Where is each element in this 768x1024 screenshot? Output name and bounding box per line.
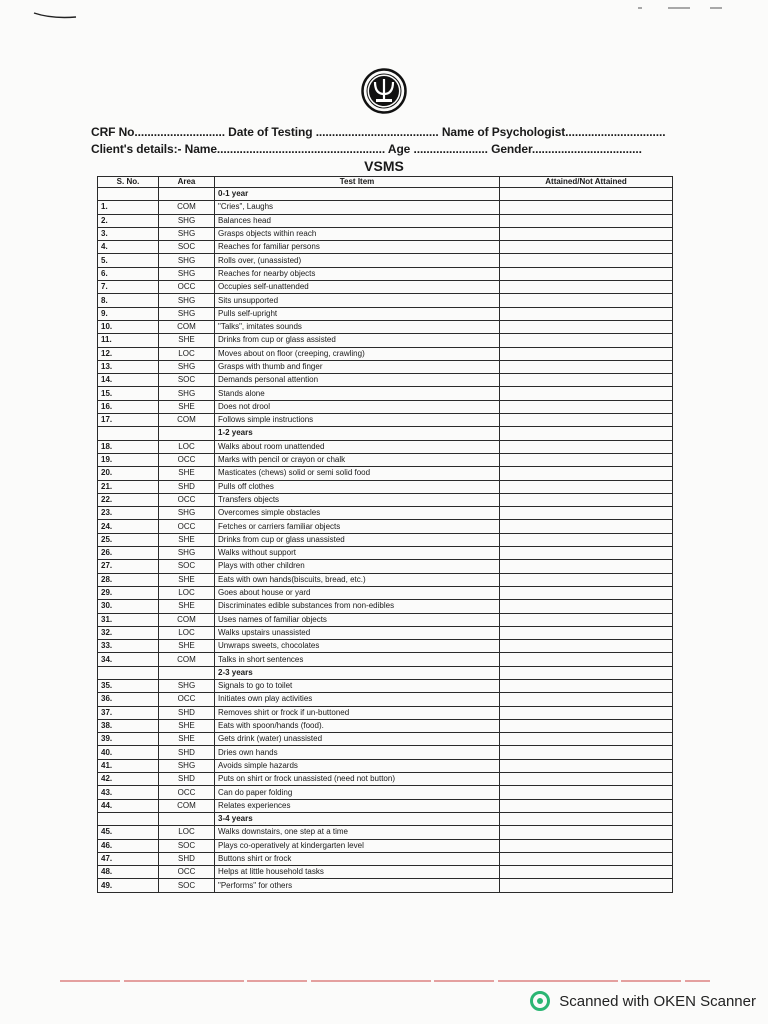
test-item-cell: Puts on shirt or frock unassisted (need not button) [215, 773, 500, 786]
area-cell: SHE [159, 733, 215, 746]
attained-cell[interactable] [500, 560, 673, 573]
sno-cell [98, 427, 159, 440]
table-row [98, 706, 673, 719]
sno-cell: 26. [98, 547, 159, 560]
attained-cell[interactable] [500, 586, 673, 599]
area-cell: SHG [159, 254, 215, 267]
attained-cell[interactable] [500, 214, 673, 227]
area-cell: SHE [159, 467, 215, 480]
area-cell: SHG [159, 387, 215, 400]
attained-cell[interactable] [500, 640, 673, 653]
area-cell: OCC [159, 453, 215, 466]
test-item-cell: Talks in short sentences [215, 653, 500, 666]
age-group-label: 2-3 years [215, 666, 500, 679]
area-cell: SHD [159, 852, 215, 865]
area-cell: SOC [159, 241, 215, 254]
area-cell: SOC [159, 839, 215, 852]
table-row [98, 294, 673, 307]
area-cell: SHE [159, 640, 215, 653]
sno-cell: 19. [98, 453, 159, 466]
age-group-row [98, 666, 673, 679]
sno-cell: 46. [98, 839, 159, 852]
table-row [98, 201, 673, 214]
attained-cell[interactable] [500, 547, 673, 560]
attained-cell[interactable] [500, 227, 673, 240]
column-header-sno: S. No. [98, 177, 159, 188]
page-title: VSMS [364, 158, 404, 174]
table-header-row [98, 177, 673, 188]
test-item-cell: Relates experiences [215, 799, 500, 812]
test-item-cell: Balances head [215, 214, 500, 227]
attained-cell[interactable] [500, 866, 673, 879]
form-header [91, 124, 691, 158]
area-cell: SHE [159, 400, 215, 413]
sno-cell: 43. [98, 786, 159, 799]
area-cell: SHD [159, 480, 215, 493]
sno-cell: 20. [98, 467, 159, 480]
sno-cell [98, 812, 159, 825]
area-cell: SOC [159, 879, 215, 892]
sno-cell: 45. [98, 826, 159, 839]
sno-cell: 49. [98, 879, 159, 892]
test-item-cell: Walks downstairs, one step at a time [215, 826, 500, 839]
attained-cell[interactable] [500, 201, 673, 214]
area-cell: LOC [159, 347, 215, 360]
table-row [98, 786, 673, 799]
area-cell: LOC [159, 586, 215, 599]
attained-cell[interactable] [500, 400, 673, 413]
sno-cell: 3. [98, 227, 159, 240]
attained-cell[interactable] [500, 334, 673, 347]
attained-cell[interactable] [500, 347, 673, 360]
sno-cell: 27. [98, 560, 159, 573]
area-cell: SOC [159, 560, 215, 573]
sno-cell: 30. [98, 600, 159, 613]
test-item-cell: Stands alone [215, 387, 500, 400]
area-cell: SHE [159, 334, 215, 347]
area-cell: SHG [159, 360, 215, 373]
attained-cell[interactable] [500, 613, 673, 626]
table-row [98, 879, 673, 892]
table-row [98, 533, 673, 546]
attained-cell[interactable] [500, 653, 673, 666]
sno-cell: 15. [98, 387, 159, 400]
test-item-cell: Discriminates edible substances from non-edibles [215, 600, 500, 613]
vsms-table [97, 176, 673, 893]
sno-cell: 13. [98, 360, 159, 373]
sno-cell: 4. [98, 241, 159, 254]
table-row [98, 267, 673, 280]
sno-cell: 7. [98, 281, 159, 294]
age-group-label: 3-4 years [215, 812, 500, 825]
table-row [98, 241, 673, 254]
sno-cell: 25. [98, 533, 159, 546]
sno-cell: 41. [98, 759, 159, 772]
area-cell: OCC [159, 786, 215, 799]
sno-cell: 28. [98, 573, 159, 586]
attained-cell[interactable] [500, 679, 673, 692]
test-item-cell: Moves about on floor (creeping, crawling) [215, 347, 500, 360]
attained-cell[interactable] [500, 453, 673, 466]
table-row [98, 320, 673, 333]
test-item-cell: "Performs" for others [215, 879, 500, 892]
area-cell: SOC [159, 374, 215, 387]
attained-cell [500, 427, 673, 440]
area-cell: SHG [159, 227, 215, 240]
sno-cell: 1. [98, 201, 159, 214]
sno-cell: 48. [98, 866, 159, 879]
test-item-cell: Does not drool [215, 400, 500, 413]
area-cell [159, 666, 215, 679]
test-item-cell: Drinks from cup or glass unassisted [215, 533, 500, 546]
attained-cell[interactable] [500, 440, 673, 453]
psi-emblem-icon [361, 68, 407, 114]
test-item-cell: Removes shirt or frock if un-buttoned [215, 706, 500, 719]
area-cell: COM [159, 414, 215, 427]
column-header-attained: Attained/Not Attained [500, 177, 673, 188]
attained-cell[interactable] [500, 826, 673, 839]
attained-cell[interactable] [500, 693, 673, 706]
table-row [98, 307, 673, 320]
sno-cell: 12. [98, 347, 159, 360]
area-cell: COM [159, 653, 215, 666]
table-row [98, 547, 673, 560]
area-cell [159, 427, 215, 440]
sno-cell: 38. [98, 719, 159, 732]
test-item-cell: Reaches for nearby objects [215, 267, 500, 280]
table-row [98, 467, 673, 480]
table-row [98, 679, 673, 692]
oken-scanner-logo-icon [529, 990, 551, 1012]
table-row [98, 214, 673, 227]
sno-cell: 9. [98, 307, 159, 320]
attained-cell[interactable] [500, 294, 673, 307]
sno-cell: 6. [98, 267, 159, 280]
attained-cell[interactable] [500, 600, 673, 613]
table-row [98, 613, 673, 626]
attained-cell [500, 812, 673, 825]
area-cell: OCC [159, 281, 215, 294]
attained-cell[interactable] [500, 879, 673, 892]
test-item-cell: Dries own hands [215, 746, 500, 759]
attained-cell[interactable] [500, 307, 673, 320]
age-group-row [98, 188, 673, 201]
table-row [98, 573, 673, 586]
age-group-row [98, 427, 673, 440]
test-item-cell: Occupies self-unattended [215, 281, 500, 294]
table-row [98, 480, 673, 493]
sno-cell: 10. [98, 320, 159, 333]
sno-cell: 2. [98, 214, 159, 227]
area-cell: OCC [159, 693, 215, 706]
area-cell: OCC [159, 493, 215, 506]
table-row [98, 453, 673, 466]
test-item-cell: Pulls off clothes [215, 480, 500, 493]
table-row [98, 773, 673, 786]
table-row [98, 653, 673, 666]
table-row [98, 227, 673, 240]
table-row [98, 839, 673, 852]
test-item-cell: Avoids simple hazards [215, 759, 500, 772]
attained-cell[interactable] [500, 520, 673, 533]
test-item-cell: Transfers objects [215, 493, 500, 506]
page-bottom-rule [60, 980, 710, 982]
table-row [98, 254, 673, 267]
test-item-cell: Demands personal attention [215, 374, 500, 387]
scan-corner-marks [638, 6, 728, 10]
client-details-line[interactable]: Client's details:- Name.................................................... Age ....................... Gender.................................. [91, 142, 642, 156]
area-cell: OCC [159, 520, 215, 533]
area-cell: OCC [159, 866, 215, 879]
sno-cell: 32. [98, 626, 159, 639]
attained-cell[interactable] [500, 573, 673, 586]
sno-cell: 21. [98, 480, 159, 493]
area-cell [159, 188, 215, 201]
area-cell: COM [159, 613, 215, 626]
crf-date-psychologist-line[interactable]: CRF No............................ Date of Testing ...................................... Name of Psychologist............................... [91, 125, 666, 139]
attained-cell[interactable] [500, 626, 673, 639]
age-group-label: 0-1 year [215, 188, 500, 201]
test-item-cell: Can do paper folding [215, 786, 500, 799]
table-row [98, 799, 673, 812]
sno-cell: 40. [98, 746, 159, 759]
age-group-label: 1-2 years [215, 427, 500, 440]
table-row [98, 640, 673, 653]
test-item-cell: Buttons shirt or frock [215, 852, 500, 865]
table-row [98, 281, 673, 294]
sno-cell: 23. [98, 507, 159, 520]
area-cell: SHE [159, 600, 215, 613]
table-row [98, 826, 673, 839]
area-cell: SHG [159, 294, 215, 307]
scanner-text: Scanned with OKEN Scanner [559, 992, 756, 1010]
attained-cell[interactable] [500, 320, 673, 333]
table-row [98, 387, 673, 400]
table-row [98, 374, 673, 387]
column-header-area: Area [159, 177, 215, 188]
table-row [98, 759, 673, 772]
table-row [98, 493, 673, 506]
area-cell: LOC [159, 626, 215, 639]
test-item-cell: Helps at little household tasks [215, 866, 500, 879]
table-row [98, 507, 673, 520]
sno-cell: 36. [98, 693, 159, 706]
test-item-cell: Walks upstairs unassisted [215, 626, 500, 639]
area-cell: SHG [159, 507, 215, 520]
age-group-row [98, 812, 673, 825]
table-row [98, 866, 673, 879]
test-item-cell: Grasps with thumb and finger [215, 360, 500, 373]
area-cell: SHG [159, 679, 215, 692]
test-item-cell: Fetches or carriers familiar objects [215, 520, 500, 533]
table-row [98, 719, 673, 732]
test-item-cell: Gets drink (water) unassisted [215, 733, 500, 746]
sno-cell: 37. [98, 706, 159, 719]
test-item-cell: Masticates (chews) solid or semi solid food [215, 467, 500, 480]
attained-cell[interactable] [500, 267, 673, 280]
sno-cell: 35. [98, 679, 159, 692]
sno-cell: 8. [98, 294, 159, 307]
area-cell: SHE [159, 533, 215, 546]
test-item-cell: Eats with spoon/hands (food). [215, 719, 500, 732]
test-item-cell: Marks with pencil or crayon or chalk [215, 453, 500, 466]
test-item-cell: Pulls self-upright [215, 307, 500, 320]
table-row [98, 347, 673, 360]
attained-cell[interactable] [500, 746, 673, 759]
attained-cell[interactable] [500, 719, 673, 732]
sno-cell: 22. [98, 493, 159, 506]
table-row [98, 520, 673, 533]
test-item-cell: Follows simple instructions [215, 414, 500, 427]
sno-cell: 44. [98, 799, 159, 812]
table-row [98, 586, 673, 599]
table-row [98, 733, 673, 746]
test-item-cell: Overcomes simple obstacles [215, 507, 500, 520]
attained-cell [500, 666, 673, 679]
attained-cell[interactable] [500, 852, 673, 865]
sno-cell [98, 666, 159, 679]
test-item-cell: Grasps objects within reach [215, 227, 500, 240]
test-item-cell: Uses names of familiar objects [215, 613, 500, 626]
test-item-cell: Unwraps sweets, chocolates [215, 640, 500, 653]
attained-cell[interactable] [500, 786, 673, 799]
test-item-cell: Goes about house or yard [215, 586, 500, 599]
sno-cell: 39. [98, 733, 159, 746]
attained-cell[interactable] [500, 360, 673, 373]
sno-cell: 11. [98, 334, 159, 347]
sno-cell: 34. [98, 653, 159, 666]
sno-cell: 47. [98, 852, 159, 865]
attained-cell[interactable] [500, 467, 673, 480]
test-item-cell: Eats with own hands(biscuits, bread, etc.) [215, 573, 500, 586]
test-item-cell: Drinks from cup or glass assisted [215, 334, 500, 347]
area-cell: SHG [159, 214, 215, 227]
test-item-cell: Reaches for familiar persons [215, 241, 500, 254]
table-row [98, 440, 673, 453]
table-row [98, 560, 673, 573]
attained-cell[interactable] [500, 493, 673, 506]
sno-cell: 24. [98, 520, 159, 533]
table-row [98, 400, 673, 413]
sno-cell: 18. [98, 440, 159, 453]
attained-cell[interactable] [500, 706, 673, 719]
attained-cell[interactable] [500, 799, 673, 812]
table-row [98, 600, 673, 613]
table-row [98, 852, 673, 865]
sno-cell: 16. [98, 400, 159, 413]
area-cell: SHG [159, 307, 215, 320]
area-cell: SHE [159, 719, 215, 732]
table-row [98, 334, 673, 347]
test-item-cell: "Talks", imitates sounds [215, 320, 500, 333]
test-item-cell: Plays co-operatively at kindergarten level [215, 839, 500, 852]
sno-cell: 5. [98, 254, 159, 267]
sno-cell [98, 188, 159, 201]
area-cell: COM [159, 320, 215, 333]
column-header-test-item: Test Item [215, 177, 500, 188]
attained-cell[interactable] [500, 281, 673, 294]
area-cell: COM [159, 799, 215, 812]
sno-cell: 42. [98, 773, 159, 786]
scanner-footer [529, 990, 756, 1012]
area-cell: SHE [159, 573, 215, 586]
table-row [98, 626, 673, 639]
sno-cell: 31. [98, 613, 159, 626]
test-item-cell: Walks without support [215, 547, 500, 560]
attained-cell [500, 188, 673, 201]
area-cell: LOC [159, 826, 215, 839]
sno-cell: 14. [98, 374, 159, 387]
attained-cell[interactable] [500, 533, 673, 546]
attained-cell[interactable] [500, 387, 673, 400]
table-row [98, 414, 673, 427]
attained-cell[interactable] [500, 480, 673, 493]
test-item-cell: "Cries", Laughs [215, 201, 500, 214]
attained-cell[interactable] [500, 507, 673, 520]
test-item-cell: Initiates own play activities [215, 693, 500, 706]
area-cell: SHG [159, 267, 215, 280]
test-item-cell: Signals to go to toilet [215, 679, 500, 692]
sno-cell: 17. [98, 414, 159, 427]
area-cell: SHD [159, 746, 215, 759]
area-cell [159, 812, 215, 825]
attained-cell[interactable] [500, 839, 673, 852]
area-cell: LOC [159, 440, 215, 453]
area-cell: COM [159, 201, 215, 214]
attained-cell[interactable] [500, 374, 673, 387]
test-item-cell: Plays with other children [215, 560, 500, 573]
table-row [98, 360, 673, 373]
attained-cell[interactable] [500, 241, 673, 254]
attained-cell[interactable] [500, 733, 673, 746]
area-cell: SHG [159, 547, 215, 560]
area-cell: SHD [159, 706, 215, 719]
sno-cell: 29. [98, 586, 159, 599]
attained-cell[interactable] [500, 759, 673, 772]
area-cell: SHG [159, 759, 215, 772]
table-row [98, 693, 673, 706]
sno-cell: 33. [98, 640, 159, 653]
pen-mark [32, 10, 80, 20]
area-cell: SHD [159, 773, 215, 786]
table-row [98, 746, 673, 759]
attained-cell[interactable] [500, 254, 673, 267]
attained-cell[interactable] [500, 414, 673, 427]
test-item-cell: Sits unsupported [215, 294, 500, 307]
test-item-cell: Walks about room unattended [215, 440, 500, 453]
table-body [98, 188, 673, 893]
attained-cell[interactable] [500, 773, 673, 786]
test-item-cell: Rolls over, (unassisted) [215, 254, 500, 267]
